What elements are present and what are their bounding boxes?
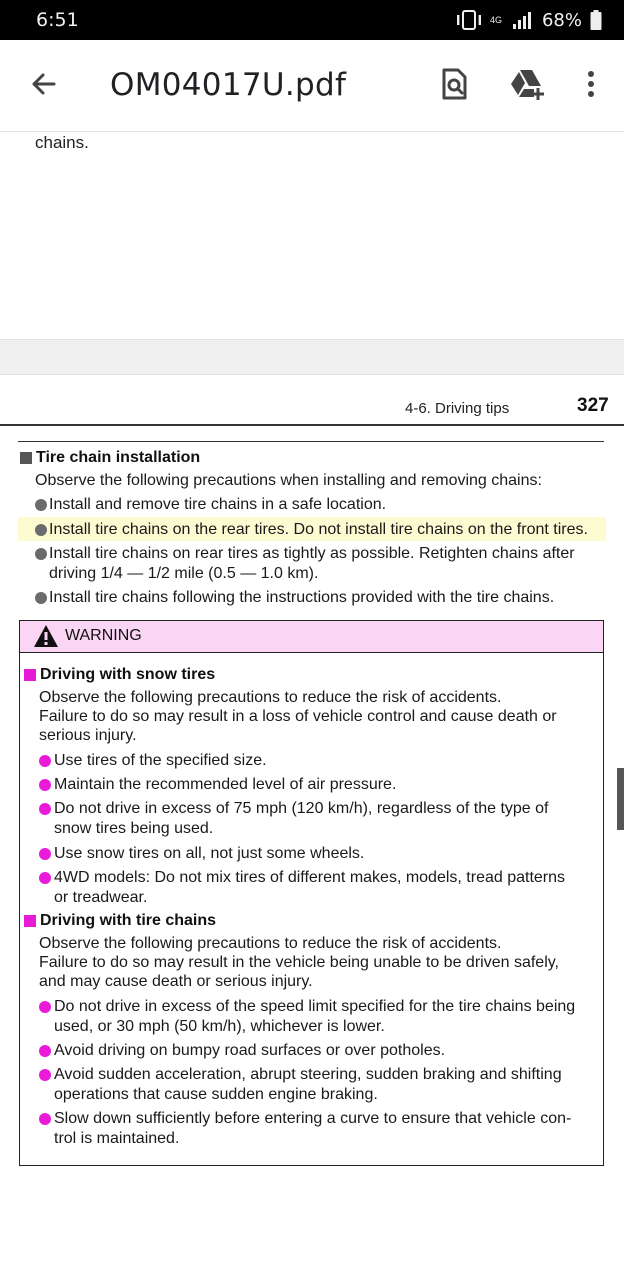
header-rule	[0, 424, 624, 426]
add-to-drive-icon	[507, 64, 547, 104]
warning-triangle-icon	[33, 624, 59, 648]
list-item: Install tire chains on the rear tires. Do not install tire chains on the front tires.	[49, 521, 588, 538]
add-to-drive-button[interactable]	[507, 64, 547, 104]
warning-header	[20, 621, 603, 653]
content-rule	[18, 441, 604, 442]
warning-box	[19, 620, 604, 1166]
find-in-page-button[interactable]	[434, 64, 474, 104]
document-title: OM04017U.pdf	[110, 67, 347, 103]
tire-chains-heading	[24, 912, 216, 930]
bullet-icon	[39, 872, 51, 884]
snow-tires-intro-line: serious injury.	[39, 727, 137, 744]
snow-tires-heading-text: Driving with snow tires	[40, 666, 216, 683]
tire-chains-intro-line: Failure to do so may result in the vehicle being unable to be driven safely,	[39, 954, 559, 971]
list-item: Use snow tires on all, not just some wheels.	[54, 845, 365, 862]
previous-page	[0, 133, 624, 339]
list-item: 4WD models: Do not mix tires of different makes, models, tread patterns	[54, 869, 566, 886]
tire-chains-intro-line: and may cause death or serious injury.	[39, 973, 313, 990]
list-item: Slow down sufficiently before entering a curve to ensure that vehicle con-	[54, 1110, 572, 1127]
list-item: Do not drive in excess of 75 mph (120 km/h), regardless of the type of	[54, 800, 549, 817]
list-item: Use tires of the specified size.	[54, 752, 267, 769]
bullet-icon	[39, 803, 51, 815]
bullet-icon	[39, 755, 51, 767]
pdf-page	[0, 375, 624, 1279]
network-type-label: 4G	[489, 14, 502, 25]
bullet-icon	[35, 592, 47, 604]
snow-tires-intro-line: Observe the following precautions to reduce the risk of accidents.	[39, 689, 502, 706]
bullet-icon	[35, 524, 47, 536]
list-item: Maintain the recommended level of air pressure.	[54, 776, 397, 793]
battery-percent: 68%	[541, 9, 582, 31]
list-item: Install tire chains on rear tires as tightly as possible. Retighten chains after	[49, 545, 575, 562]
list-item-continued: snow tires being used.	[54, 820, 214, 837]
list-item: Install tire chains following the instructions provided with the tire chains.	[49, 589, 555, 606]
section-square-icon	[24, 915, 36, 927]
list-item-continued: operations that cause sudden engine braking.	[54, 1086, 378, 1103]
bullet-icon	[39, 1001, 51, 1013]
bullet-icon	[39, 779, 51, 791]
battery-icon	[590, 10, 602, 30]
snow-tires-intro-line: Failure to do so may result in a loss of vehicle control and cause death or	[39, 708, 557, 725]
back-arrow-icon	[24, 64, 64, 104]
bullet-icon	[35, 499, 47, 511]
fast-scroll-handle[interactable]	[617, 768, 624, 830]
back-button[interactable]	[24, 64, 64, 104]
snow-tires-heading	[24, 666, 215, 684]
section-square-icon	[20, 452, 32, 464]
status-icons	[456, 8, 602, 32]
bullet-icon	[39, 848, 51, 860]
more-vert-icon	[571, 64, 611, 104]
vibrate-icon	[456, 10, 482, 30]
tire-chain-intro: Observe the following precautions when installing and removing chains:	[35, 472, 542, 489]
status-bar	[0, 0, 624, 40]
bullet-icon	[35, 548, 47, 560]
list-item: Avoid driving on bumpy road surfaces or over potholes.	[54, 1042, 446, 1059]
tire-chains-intro-line: Observe the following precautions to reduce the risk of accidents.	[39, 935, 502, 952]
find-in-page-icon	[434, 64, 474, 104]
page-number: 327	[577, 395, 609, 416]
list-item-continued: or treadwear.	[54, 889, 148, 906]
signal-icon	[512, 10, 534, 30]
bullet-icon	[39, 1045, 51, 1057]
more-options-button[interactable]	[571, 64, 611, 104]
status-time: 6:51	[36, 9, 79, 31]
bullet-icon	[39, 1069, 51, 1081]
previous-page-tail-text: chains.	[35, 133, 89, 152]
tire-chain-heading	[20, 449, 200, 467]
page-header	[0, 375, 624, 425]
section-square-icon	[24, 669, 36, 681]
list-item: Avoid sudden acceleration, abrupt steering, sudden braking and shifting	[54, 1066, 562, 1083]
bullet-icon	[39, 1113, 51, 1125]
tire-chains-heading-text: Driving with tire chains	[40, 912, 217, 929]
warning-label: WARNING	[65, 627, 142, 644]
list-item: Do not drive in excess of the speed limit specified for the tire chains being	[54, 998, 576, 1015]
list-item-continued: trol is maintained.	[54, 1130, 180, 1147]
list-item-continued: used, or 30 mph (50 km/h), whichever is lower.	[54, 1018, 385, 1035]
list-item: Install and remove tire chains in a safe location.	[49, 496, 387, 513]
page-separator	[0, 339, 624, 375]
list-item-continued: driving 1/4 — 1/2 mile (0.5 — 1.0 km).	[49, 565, 319, 582]
page-section-title: 4-6. Driving tips	[405, 400, 510, 417]
app-bar	[0, 40, 624, 132]
tire-chain-heading-text: Tire chain installation	[36, 449, 201, 466]
